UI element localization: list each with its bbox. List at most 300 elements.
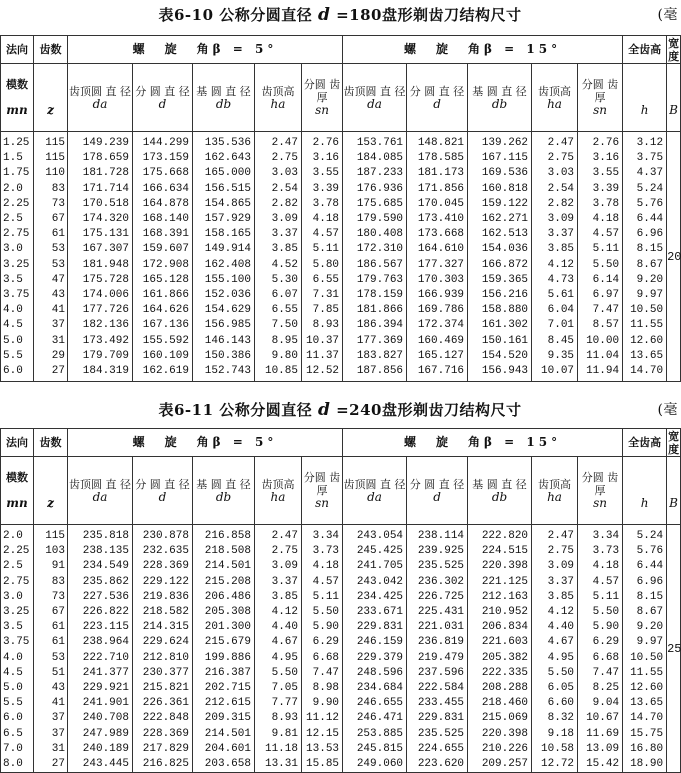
cell-value: 12.60 [630, 334, 664, 347]
cell-value: 162.513 [481, 228, 529, 241]
table2 [0, 428, 681, 773]
cell-value: 11.55 [630, 666, 664, 679]
cell-value: 3.85 [547, 243, 575, 256]
cell-value: 154.036 [481, 243, 529, 256]
cell-value: 152.036 [204, 289, 251, 302]
cell-value: 3.73 [592, 545, 620, 558]
cell-value: 3.34 [592, 530, 620, 542]
cell-value: 5.76 [636, 197, 664, 210]
t1-width-B: 20 [667, 132, 681, 382]
cell-value: 243.042 [356, 575, 404, 588]
cell-value: 181.173 [417, 167, 465, 180]
cell-value: 215.679 [204, 636, 251, 649]
cell-value: 8.67 [636, 258, 664, 271]
t1-col-db5: 基 圆 直 径 db [193, 64, 255, 132]
cell-value: 169.536 [481, 167, 529, 180]
cell-value: 245.425 [356, 545, 404, 558]
cell-value: 9.90 [312, 697, 340, 710]
cell-value: 6.05 [547, 682, 575, 695]
cell-value: 9.20 [636, 621, 664, 634]
cell-value: 156.515 [204, 182, 251, 195]
table1-title: 表6-10 公称分圆直径 d =180盘形剃齿刀结构尺寸 (毫 [158, 5, 678, 25]
cell-value: 13.53 [306, 742, 340, 755]
cell-value: 162.408 [204, 258, 251, 271]
cell-value: 216.387 [204, 666, 251, 679]
cell-value: 37 [51, 319, 65, 332]
cell-value: 27 [51, 365, 65, 378]
cell-value: 174.320 [82, 213, 129, 226]
cell-value: 6.14 [592, 273, 620, 286]
cell-value: 225.431 [417, 606, 465, 619]
cell-value: 235.525 [417, 560, 465, 573]
cell-value: 4.57 [592, 575, 620, 588]
cell-value: 206.486 [204, 590, 251, 603]
cell-value: 150.161 [481, 334, 529, 347]
cell-value: 1.25 [3, 137, 30, 149]
cell-value: 4.12 [547, 606, 575, 619]
cell-value: 162.643 [204, 152, 251, 165]
cell-value: 158.880 [481, 304, 529, 317]
cell-value: 8.98 [312, 682, 340, 695]
cell-value: 186.394 [356, 319, 404, 332]
t2-list-da5 [68, 525, 133, 773]
cell-value: 175.685 [356, 197, 404, 210]
cell-value: 154.629 [204, 304, 251, 317]
cell-value: 6.96 [636, 228, 664, 241]
cell-value: 6.68 [312, 651, 340, 664]
cell-value: 4.40 [271, 621, 298, 634]
cell-value: 3.55 [312, 167, 340, 180]
cell-value: 7.31 [312, 289, 340, 302]
table1-unit-note: (毫 [657, 7, 678, 23]
cell-value: 2.54 [271, 182, 298, 195]
cell-value: 210.226 [481, 742, 529, 755]
cell-value: 10.07 [541, 365, 575, 378]
cell-value: 7.47 [592, 666, 620, 679]
cell-value: 67 [51, 606, 65, 619]
cell-value: 7.85 [312, 304, 340, 317]
cell-value: 229.831 [356, 621, 404, 634]
cell-value: 13.65 [630, 697, 664, 710]
t2-col-da5: 齿顶圆 直 径 da [68, 457, 133, 525]
cell-value: 222.710 [82, 651, 129, 664]
cell-value: 37 [51, 712, 65, 725]
cell-value: 3.75 [3, 289, 30, 302]
cell-value: 228.369 [142, 727, 189, 740]
cell-value: 203.658 [204, 758, 251, 771]
cell-value: 229.122 [142, 575, 189, 588]
cell-value: 182.136 [82, 319, 129, 332]
cell-value: 6.60 [547, 697, 575, 710]
cell-value: 5.11 [592, 590, 620, 603]
cell-value: 2.25 [3, 197, 30, 210]
cell-value: 3.5 [3, 621, 23, 634]
cell-value: 43 [51, 682, 65, 695]
cell-value: 226.361 [142, 697, 189, 710]
cell-value: 15.75 [630, 727, 664, 740]
cell-value: 83 [51, 575, 65, 588]
cell-value: 156.216 [481, 289, 529, 302]
cell-value: 202.715 [204, 682, 251, 695]
cell-value: 4.67 [271, 636, 298, 649]
cell-value: 5.90 [592, 621, 620, 634]
cell-value: 154.520 [481, 349, 529, 362]
cell-value: 10.85 [264, 365, 298, 378]
cell-value: 9.35 [547, 349, 575, 362]
cell-value: 165.127 [417, 349, 465, 362]
cell-value: 43 [51, 289, 65, 302]
t2-width-B: 25 [667, 525, 681, 773]
t1-z-head-2: z [34, 64, 68, 132]
t2-col-ha5: 齿顶高 ha [255, 457, 302, 525]
cell-value: 2.47 [271, 137, 298, 149]
cell-value: 14.70 [630, 365, 664, 378]
cell-value: 5.11 [312, 243, 340, 256]
cell-value: 232.635 [142, 545, 189, 558]
cell-value: 15.85 [306, 758, 340, 771]
cell-value: 216.858 [204, 530, 251, 542]
cell-value: 15.42 [586, 758, 620, 771]
cell-value: 4.18 [592, 213, 620, 226]
cell-value: 186.567 [356, 258, 404, 271]
cell-value: 172.374 [417, 319, 465, 332]
cell-value: 9.18 [547, 727, 575, 740]
cell-value: 204.601 [204, 742, 251, 755]
cell-value: 8.0 [3, 758, 23, 771]
cell-value: 233.671 [356, 606, 404, 619]
cell-value: 218.460 [481, 697, 529, 710]
cell-value: 6.29 [592, 636, 620, 649]
cell-value: 206.834 [481, 621, 529, 634]
t1-col-da15: 齿顶圆 直 径 da [343, 64, 407, 132]
cell-value: 234.684 [356, 682, 404, 695]
cell-value: 210.952 [481, 606, 529, 619]
t2-list-z [34, 525, 68, 773]
cell-value: 2.54 [547, 182, 575, 195]
cell-value: 179.590 [356, 213, 404, 226]
cell-value: 234.549 [82, 560, 129, 573]
t1-list-db15 [468, 132, 532, 382]
cell-value: 167.716 [417, 365, 465, 378]
cell-value: 177.327 [417, 258, 465, 271]
cell-value: 6.44 [636, 213, 664, 226]
cell-value: 171.714 [82, 182, 129, 195]
t2-col-db5: 基 圆 直 径 db [193, 457, 255, 525]
cell-value: 177.369 [356, 334, 404, 347]
t1-h-head: 全齿高 [623, 36, 667, 64]
cell-value: 7.47 [592, 304, 620, 317]
cell-value: 217.829 [142, 742, 189, 755]
cell-value: 2.0 [3, 530, 23, 542]
t1-col-da5: 齿顶圆 直 径 da [68, 64, 133, 132]
cell-value: 221.125 [481, 575, 529, 588]
cell-value: 178.159 [356, 289, 404, 302]
table2-title: 表6-11 公称分圆直径 d =240盘形剃齿刀结构尺寸 (毫 [158, 400, 678, 420]
cell-value: 7.50 [271, 319, 298, 332]
cell-value: 249.060 [356, 758, 404, 771]
cell-value: 2.5 [3, 213, 23, 226]
cell-value: 156.943 [481, 365, 529, 378]
cell-value: 8.32 [547, 712, 575, 725]
cell-value: 199.886 [204, 651, 251, 664]
cell-value: 61 [51, 636, 65, 649]
cell-value: 180.408 [356, 228, 404, 241]
cell-value: 6.68 [592, 651, 620, 664]
cell-value: 234.425 [356, 590, 404, 603]
cell-value: 29 [51, 349, 65, 362]
t1-list-d5 [133, 132, 193, 382]
t1-list-da15 [343, 132, 407, 382]
cell-value: 9.81 [271, 727, 298, 740]
cell-value: 214.315 [142, 621, 189, 634]
cell-value: 164.610 [417, 243, 465, 256]
t2-col-h: h [623, 457, 667, 525]
cell-value: 214.501 [204, 727, 251, 740]
t2-col-sn15: 分圆 齿厚 sn [578, 457, 623, 525]
cell-value: 172.908 [142, 258, 189, 271]
cell-value: 7.0 [3, 742, 23, 755]
t1-list-z [34, 132, 68, 382]
cell-value: 4.5 [3, 319, 23, 332]
t1-col-h: h [623, 64, 667, 132]
cell-value: 214.501 [204, 560, 251, 573]
t2-h-head: 全齿高 [623, 429, 667, 457]
cell-value: 209.315 [204, 712, 251, 725]
cell-value: 2.47 [271, 530, 298, 542]
t2-list-mn [1, 525, 34, 773]
cell-value: 6.04 [547, 304, 575, 317]
cell-value: 4.18 [312, 560, 340, 573]
cell-value: 157.929 [204, 213, 251, 226]
cell-value: 6.97 [592, 289, 620, 302]
cell-value: 220.398 [481, 727, 529, 740]
cell-value: 3.09 [271, 560, 298, 573]
cell-value: 1.5 [3, 152, 23, 165]
cell-value: 13.65 [630, 349, 664, 362]
cell-value: 5.5 [3, 349, 23, 362]
cell-value: 218.582 [142, 606, 189, 619]
cell-value: 236.819 [417, 636, 465, 649]
cell-value: 168.140 [142, 213, 189, 226]
t1-mn-head-1: 法向 [1, 36, 34, 64]
cell-value: 47 [51, 273, 65, 286]
t1-col-sn15: 分圆 齿厚 sn [578, 64, 623, 132]
cell-value: 222.820 [481, 530, 529, 542]
cell-value: 218.508 [204, 545, 251, 558]
cell-value: 173.410 [417, 213, 465, 226]
cell-value: 165.000 [204, 167, 251, 180]
cell-value: 4.37 [636, 167, 664, 180]
cell-value: 245.815 [356, 742, 404, 755]
cell-value: 4.0 [3, 651, 23, 664]
t1-group-beta15: 螺 旋 角β = 15° [343, 36, 623, 64]
cell-value: 184.085 [356, 152, 404, 165]
cell-value: 238.114 [417, 530, 465, 542]
cell-value: 219.836 [142, 590, 189, 603]
cell-value: 159.607 [142, 243, 189, 256]
cell-value: 11.69 [586, 727, 620, 740]
cell-value: 215.821 [142, 682, 189, 695]
cell-value: 61 [51, 621, 65, 634]
t2-col-sn5: 分圆 齿厚 sn [302, 457, 343, 525]
cell-value: 3.55 [592, 167, 620, 180]
cell-value: 4.95 [547, 651, 575, 664]
cell-value: 5.5 [3, 697, 23, 710]
cell-value: 9.20 [636, 273, 664, 286]
cell-value: 3.39 [312, 182, 340, 195]
t1-col-ha15: 齿顶高 ha [532, 64, 578, 132]
cell-value: 243.445 [82, 758, 129, 771]
cell-value: 220.398 [481, 560, 529, 573]
cell-value: 144.299 [142, 137, 189, 149]
t1-col-db15: 基 圆 直 径 db [468, 64, 532, 132]
cell-value: 155.592 [142, 334, 189, 347]
t1-B-head: 宽 度 [668, 36, 680, 63]
cell-value: 160.818 [481, 182, 529, 195]
cell-value: 162.619 [142, 365, 189, 378]
cell-value: 246.159 [356, 636, 404, 649]
t2-group-beta15: 螺 旋 角β = 15° [343, 429, 623, 457]
cell-value: 179.709 [82, 349, 129, 362]
cell-value: 171.856 [417, 182, 465, 195]
t2-list-sn5 [302, 525, 343, 773]
t2-mn-head-1: 法向 [1, 429, 34, 457]
cell-value: 201.300 [204, 621, 251, 634]
cell-value: 3.37 [271, 228, 298, 241]
cell-value: 6.55 [271, 304, 298, 317]
cell-value: 175.131 [82, 228, 129, 241]
cell-value: 177.726 [82, 304, 129, 317]
cell-value: 164.878 [142, 197, 189, 210]
cell-value: 148.821 [417, 137, 465, 149]
cell-value: 5.90 [312, 621, 340, 634]
cell-value: 6.07 [271, 289, 298, 302]
t1-list-mn [1, 132, 34, 382]
cell-value: 115 [45, 137, 65, 149]
cell-value: 3.75 [3, 636, 30, 649]
cell-value: 110 [45, 167, 65, 180]
cell-value: 239.925 [417, 545, 465, 558]
cell-value: 4.57 [592, 228, 620, 241]
cell-value: 161.302 [481, 319, 529, 332]
t1-col-d15: 分 圆 直 径 d [407, 64, 468, 132]
cell-value: 205.382 [481, 651, 529, 664]
cell-value: 246.655 [356, 697, 404, 710]
cell-value: 8.45 [547, 334, 575, 347]
cell-value: 5.11 [592, 243, 620, 256]
cell-value: 3.25 [3, 606, 30, 619]
cell-value: 53 [51, 651, 65, 664]
cell-value: 4.40 [547, 621, 575, 634]
t1-col-ha5: 齿顶高 ha [255, 64, 302, 132]
cell-value: 8.25 [592, 682, 620, 695]
t2-list-sn15 [578, 525, 623, 773]
cell-value: 216.825 [142, 758, 189, 771]
t2-col-db15: 基 圆 直 径 db [468, 457, 532, 525]
t2-mn-head-2: 模数 mn [1, 457, 34, 525]
cell-value: 2.82 [271, 197, 298, 210]
cell-value: 224.515 [481, 545, 529, 558]
cell-value: 229.379 [356, 651, 404, 664]
cell-value: 53 [51, 243, 65, 256]
cell-value: 2.82 [547, 197, 575, 210]
cell-value: 9.97 [636, 636, 664, 649]
cell-value: 215.069 [481, 712, 529, 725]
cell-value: 165.128 [142, 273, 189, 286]
cell-value: 229.624 [142, 636, 189, 649]
cell-value: 3.03 [547, 167, 575, 180]
cell-value: 152.743 [204, 365, 251, 378]
t2-list-db5 [193, 525, 255, 773]
cell-value: 4.12 [271, 606, 298, 619]
cell-value: 10.67 [586, 712, 620, 725]
cell-value: 115 [45, 152, 65, 165]
cell-value: 67 [51, 213, 65, 226]
cell-value: 178.659 [82, 152, 129, 165]
cell-value: 167.115 [481, 152, 529, 165]
cell-value: 228.369 [142, 560, 189, 573]
cell-value: 41 [51, 304, 65, 317]
cell-value: 174.006 [82, 289, 129, 302]
cell-value: 4.73 [547, 273, 575, 286]
cell-value: 103 [45, 545, 65, 558]
cell-value: 5.30 [271, 273, 298, 286]
cell-value: 27 [51, 758, 65, 771]
cell-value: 11.12 [306, 712, 340, 725]
t2-col-ha15: 齿顶高 ha [532, 457, 578, 525]
cell-value: 173.492 [82, 334, 129, 347]
cell-value: 166.634 [142, 182, 189, 195]
t1-list-sn15 [578, 132, 623, 382]
cell-value: 181.866 [356, 304, 404, 317]
cell-value: 172.310 [356, 243, 404, 256]
cell-value: 3.12 [636, 137, 664, 149]
cell-value: 222.335 [481, 666, 529, 679]
cell-value: 12.72 [541, 758, 575, 771]
cell-value: 5.24 [636, 530, 664, 542]
cell-value: 2.76 [312, 137, 340, 149]
cell-value: 240.708 [82, 712, 129, 725]
cell-value: 160.109 [142, 349, 189, 362]
cell-value: 16.80 [630, 742, 664, 755]
cell-value: 166.872 [481, 258, 529, 271]
cell-value: 240.189 [82, 742, 129, 755]
cell-value: 3.85 [547, 590, 575, 603]
cell-value: 3.75 [636, 152, 664, 165]
cell-value: 83 [51, 182, 65, 195]
cell-value: 156.985 [204, 319, 251, 332]
cell-value: 8.93 [271, 712, 298, 725]
t2-list-d5 [133, 525, 193, 773]
cell-value: 10.50 [630, 651, 664, 664]
cell-value: 7.77 [271, 697, 298, 710]
cell-value: 155.100 [204, 273, 251, 286]
cell-value: 3.85 [271, 590, 298, 603]
cell-value: 2.25 [3, 545, 30, 558]
cell-value: 235.818 [82, 530, 129, 542]
cell-value: 11.94 [586, 365, 620, 378]
cell-value: 178.585 [417, 152, 465, 165]
cell-value: 4.57 [312, 575, 340, 588]
cell-value: 5.0 [3, 334, 23, 347]
cell-value: 205.308 [204, 606, 251, 619]
cell-value: 5.11 [312, 590, 340, 603]
cell-value: 3.5 [3, 273, 23, 286]
cell-value: 4.67 [547, 636, 575, 649]
t1-col-B: B [667, 64, 681, 132]
cell-value: 12.60 [630, 682, 664, 695]
cell-value: 3.78 [592, 197, 620, 210]
